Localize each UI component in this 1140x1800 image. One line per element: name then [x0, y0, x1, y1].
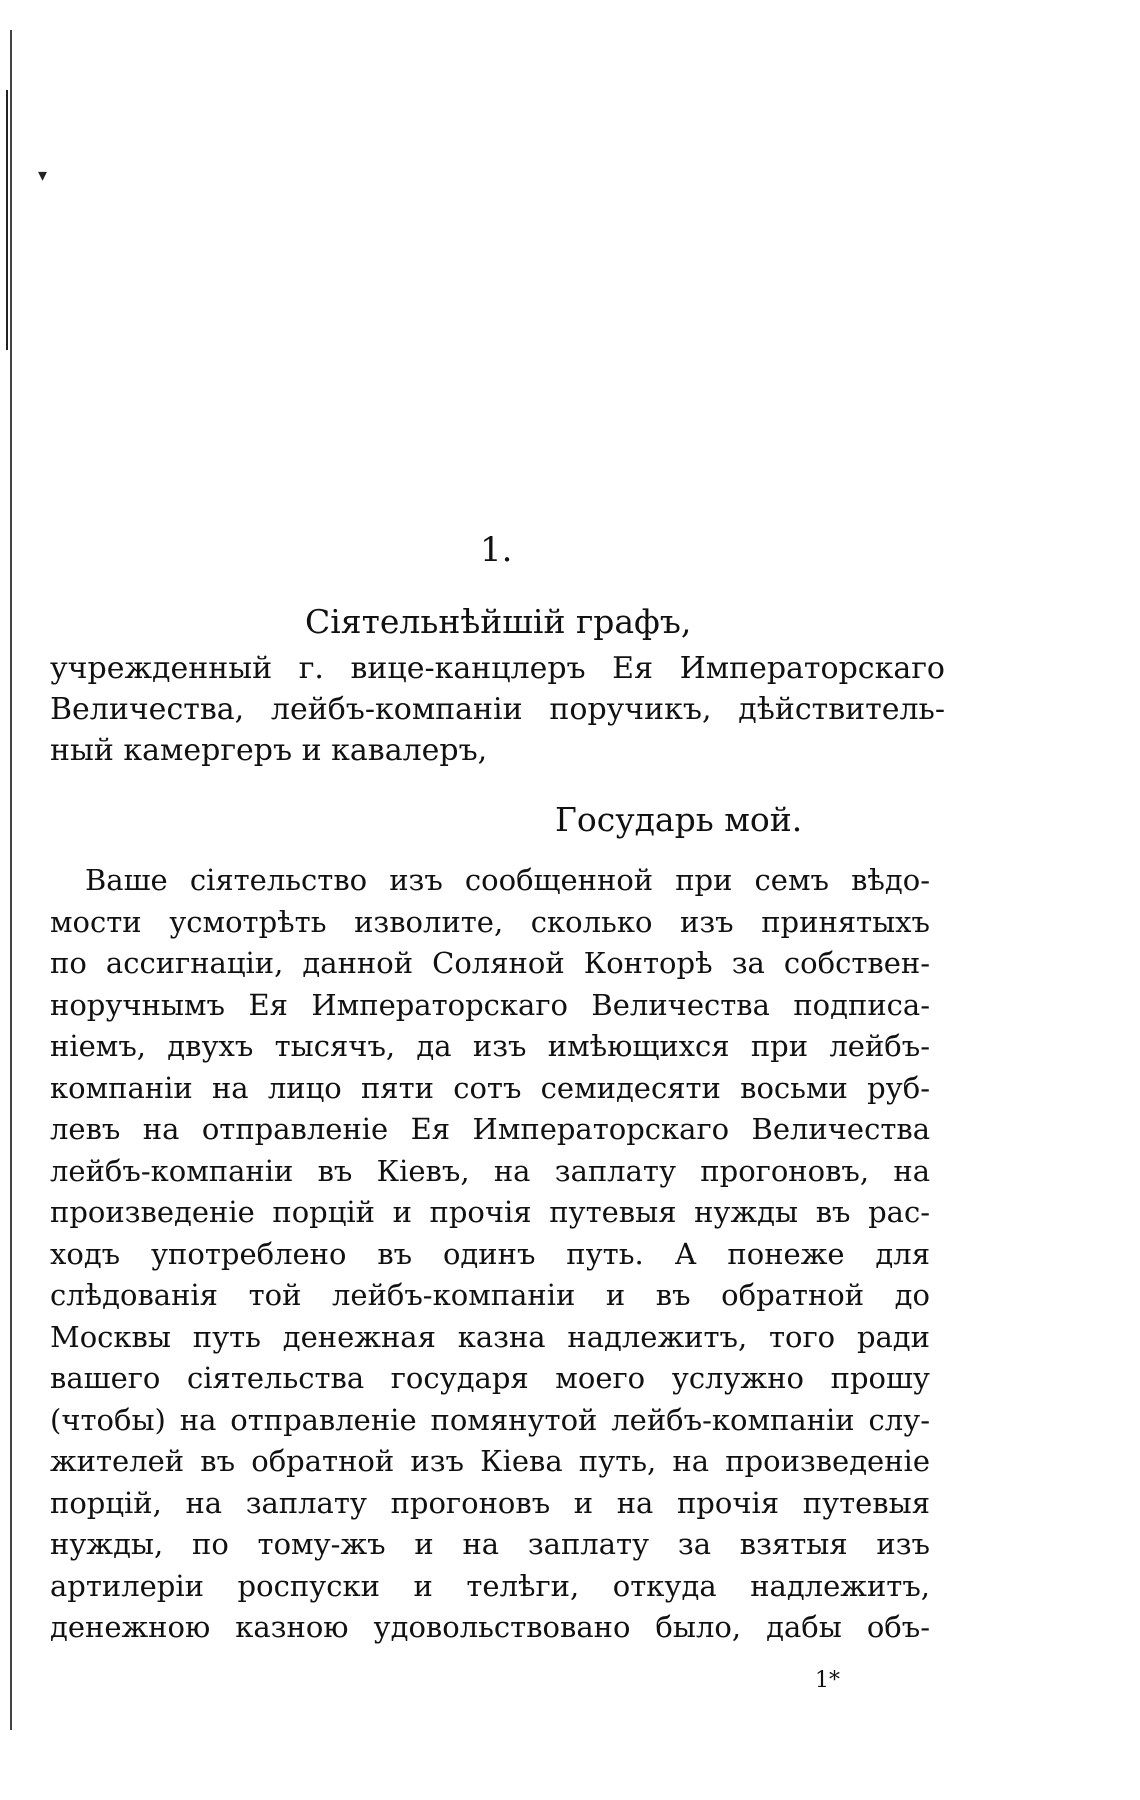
body-line: Москвы путь денежная казна надлежитъ, того ради [50, 1319, 930, 1354]
salutation: Сіятельнѣйшій графъ, [305, 602, 692, 641]
body-line: ніемъ, двухъ тысячъ, да изъ имѣющихся при лейбъ- [50, 1029, 930, 1063]
body-line: норучнымъ Ея Императорскаго Величества подписа- [50, 987, 930, 1022]
body-line: левъ на отправленіе Ея Императорскаго Величества [50, 1112, 930, 1146]
body-line: ходъ употреблено въ одинъ путь. А понеже для [50, 1236, 930, 1271]
body-line: слѣдованія той лейбъ-компаніи и въ обратной до [50, 1278, 930, 1312]
address-block [50, 648, 945, 771]
address-line: Величества, лейбъ-компаніи поручикъ, дѣйствитель- [50, 692, 945, 727]
body-line: по ассигнаціи, данной Соляной Конторѣ за собствен- [50, 946, 930, 980]
signature-mark: 1* [815, 1668, 840, 1693]
body-line: артилеріи роспуски и телѣги, откуда надлежитъ, [50, 1568, 930, 1603]
scan-edge-mark [6, 90, 8, 350]
body-line: порцій, на заплату прогоновъ и на прочія путевыя [50, 1485, 930, 1520]
greeting: Государь мой. [555, 800, 803, 839]
address-line: ный камергеръ и кавалеръ, [50, 733, 488, 768]
scan-speck: ▾ [38, 165, 48, 186]
body-line: мости усмотрѣть изволите, сколько изъ принятыхъ [50, 904, 930, 939]
body-line: (чтобы) на отправленіе помянутой лейбъ-компаніи слу- [50, 1402, 930, 1437]
body-line: нужды, по тому-жъ и на заплату за взятыя изъ [50, 1527, 930, 1561]
body-line: лейбъ-компаніи въ Кіевъ, на заплату прогоновъ, на [50, 1153, 930, 1188]
address-line: учрежденный г. вице-канцлеръ Ея Императорскаго [50, 651, 945, 686]
body-line: жителей въ обратной изъ Кіева путь, на произведеніе [50, 1444, 930, 1478]
body-line: Ваше сіятельство изъ сообщенной при семъ вѣдо- [85, 863, 930, 897]
scan-edge-line [10, 30, 12, 1730]
body-line: произведеніе порцій и прочія путевыя нужды въ рас- [50, 1195, 930, 1229]
letter-number: 1. [480, 530, 513, 570]
body-line: вашего сіятельства государя моего услужно прошу [50, 1361, 930, 1395]
letter-body [50, 860, 930, 1649]
body-line: компаніи на лицо пяти сотъ семидесяти восьми руб- [50, 1070, 930, 1105]
body-line: денежною казною удовольствовано было, дабы объ- [50, 1610, 930, 1644]
